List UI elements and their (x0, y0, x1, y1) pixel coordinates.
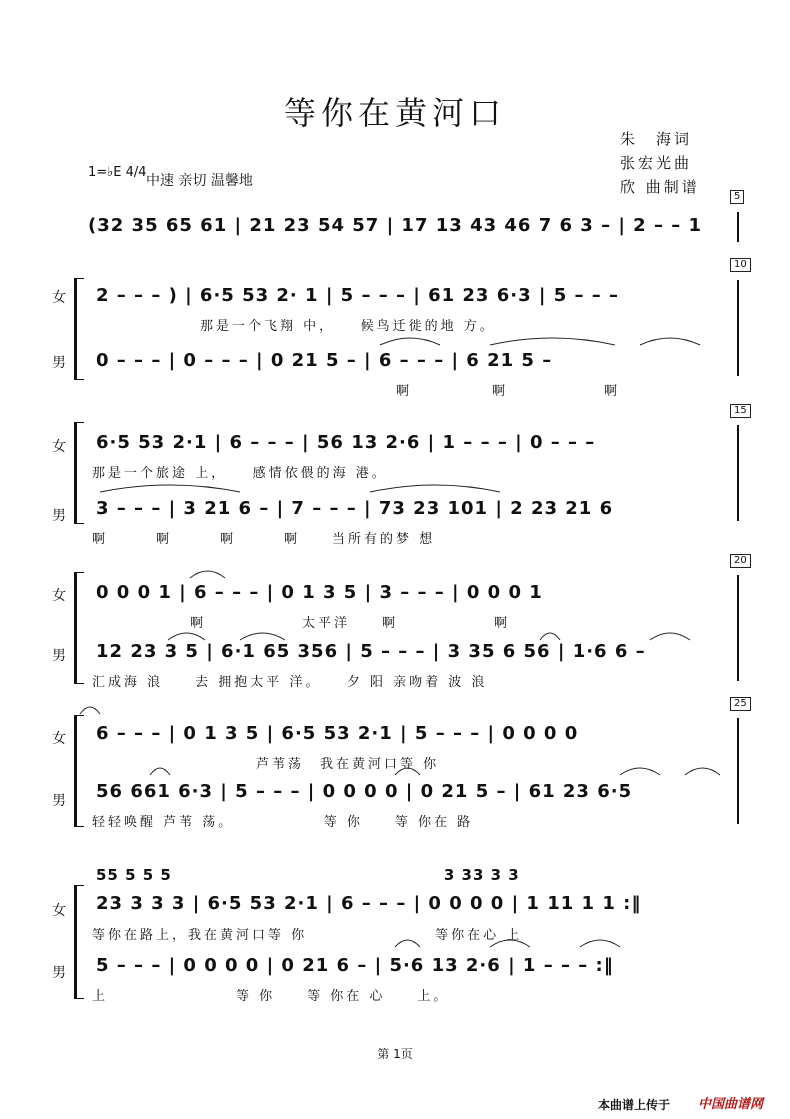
slur (168, 633, 205, 640)
part-label-male: 男 (52, 355, 66, 371)
slur (620, 768, 660, 775)
slur (540, 633, 560, 640)
female-upper-voice: 55 5 5 5 3 33 3 3 (96, 866, 520, 884)
measure-number: 25 (730, 697, 751, 711)
part-label-male: 男 (52, 648, 66, 664)
male-lyrics: 轻轻唤醒 芦苇 荡。 等 你 等 你在 路 (92, 815, 474, 830)
male-notes: 56 661 6·3 | 5 – – – | 0 0 0 0 | 0 21 5 – | 61 23 6·5 (96, 781, 633, 802)
slur (240, 633, 285, 640)
time-signature: 4/4 (125, 165, 147, 180)
female-lyrics: 那是一个飞翔 中， 候鸟迁徙的地 方。 (200, 319, 496, 334)
slur (650, 633, 690, 640)
measure-number: 15 (730, 404, 751, 418)
barline (737, 212, 739, 242)
part-label-male: 男 (52, 965, 66, 981)
slur (380, 338, 440, 345)
female-lyrics: 啊 太平洋 啊 啊 (190, 616, 511, 631)
system-bracket (74, 278, 84, 380)
page-number: 第 1页 (377, 1047, 413, 1061)
lyricist-credit: 朱 海词 (620, 130, 693, 148)
system-bracket (74, 715, 84, 827)
song-title: 等你在黄河口 (283, 94, 506, 132)
female-notes: 6 – – – | 0 1 3 5 | 6·5 53 2·1 | 5 – – – | 0 0 0 0 (96, 723, 579, 744)
slur (100, 485, 240, 492)
female-lyrics: 那是一个旅途 上， 感情依偎的海 港。 (92, 466, 388, 481)
arranger-credit: 欣 曲制谱 (620, 178, 700, 196)
male-lyrics: 上 等 你 等 你在 心 上。 (92, 989, 450, 1004)
female-notes: 23 3 3 3 | 6·5 53 2·1 | 6 – – – | 0 0 0 0 | 1 11 1 1 :‖ (96, 893, 642, 914)
intro-notes: (32 35 65 61 | 21 23 54 57 | 17 13 43 46 7 6 3 – | 2 – – 1 (88, 215, 703, 236)
measure-number: 5 (730, 190, 744, 204)
female-notes: 6·5 53 2·1 | 6 – – – | 56 13 2·6 | 1 – – – | 0 – – – (96, 432, 596, 453)
slur (190, 571, 225, 578)
male-lyrics: 汇成海 浪 去 拥抱太平 洋。 夕 阳 亲吻着 波 浪 (92, 675, 488, 690)
male-notes: 3 – – – | 3 21 6 – | 7 – – – | 73 23 101 | 2 23 21 6 (96, 498, 614, 519)
measure-number: 10 (730, 258, 751, 272)
male-notes: 12 23 3 5 | 6·1 65 356 | 5 – – – | 3 35 6 56 | 1·6 6 – (96, 641, 646, 662)
composer-credit: 张宏光曲 (620, 154, 693, 172)
part-label-female: 女 (52, 731, 66, 747)
system-bracket (74, 885, 84, 999)
barline (737, 280, 739, 376)
male-notes: 0 – – – | 0 – – – | 0 21 5 – | 6 – – – | 6 21 5 – (96, 350, 553, 371)
slur (150, 768, 170, 775)
slur (370, 485, 500, 492)
key-signature: 1=♭E 4/4 (88, 165, 147, 180)
male-lyrics: 啊 啊 啊 (396, 384, 621, 399)
slur (640, 338, 700, 345)
slur (490, 338, 615, 345)
tempo-marking: 中速 亲切 温馨地 (146, 173, 253, 189)
slur (685, 768, 720, 775)
female-lyrics: 芦苇荡 我在黄河口等 你 (256, 757, 440, 772)
slur (80, 707, 100, 714)
part-label-male: 男 (52, 508, 66, 524)
barline (737, 575, 739, 681)
part-label-female: 女 (52, 588, 66, 604)
male-notes: 5 – – – | 0 0 0 0 | 0 21 6 – | 5·6 13 2·6 | 1 – – – :‖ (96, 955, 614, 976)
female-notes: 2 – – – ) | 6·5 53 2· 1 | 5 – – – | 61 23 6·3 | 5 – – – (96, 285, 620, 306)
barline (737, 718, 739, 824)
part-label-female: 女 (52, 903, 66, 919)
male-lyrics: 啊 啊 啊 啊 当所有的梦 想 (92, 532, 436, 547)
measure-number: 20 (730, 554, 751, 568)
female-notes: 0 0 0 1 | 6 – – – | 0 1 3 5 | 3 – – – | 0 0 0 1 (96, 582, 543, 603)
barline (737, 425, 739, 521)
slur (580, 940, 620, 947)
part-label-female: 女 (52, 290, 66, 306)
female-lyrics: 等你在路上，我在黄河口等 你 等你在心 上 (92, 928, 523, 943)
site-logo: 中国曲谱网 (698, 1097, 764, 1112)
part-label-female: 女 (52, 439, 66, 455)
system-bracket (74, 422, 84, 524)
upload-note: 本曲谱上传于 (598, 1098, 671, 1112)
part-label-male: 男 (52, 793, 66, 809)
system-bracket (74, 572, 84, 684)
